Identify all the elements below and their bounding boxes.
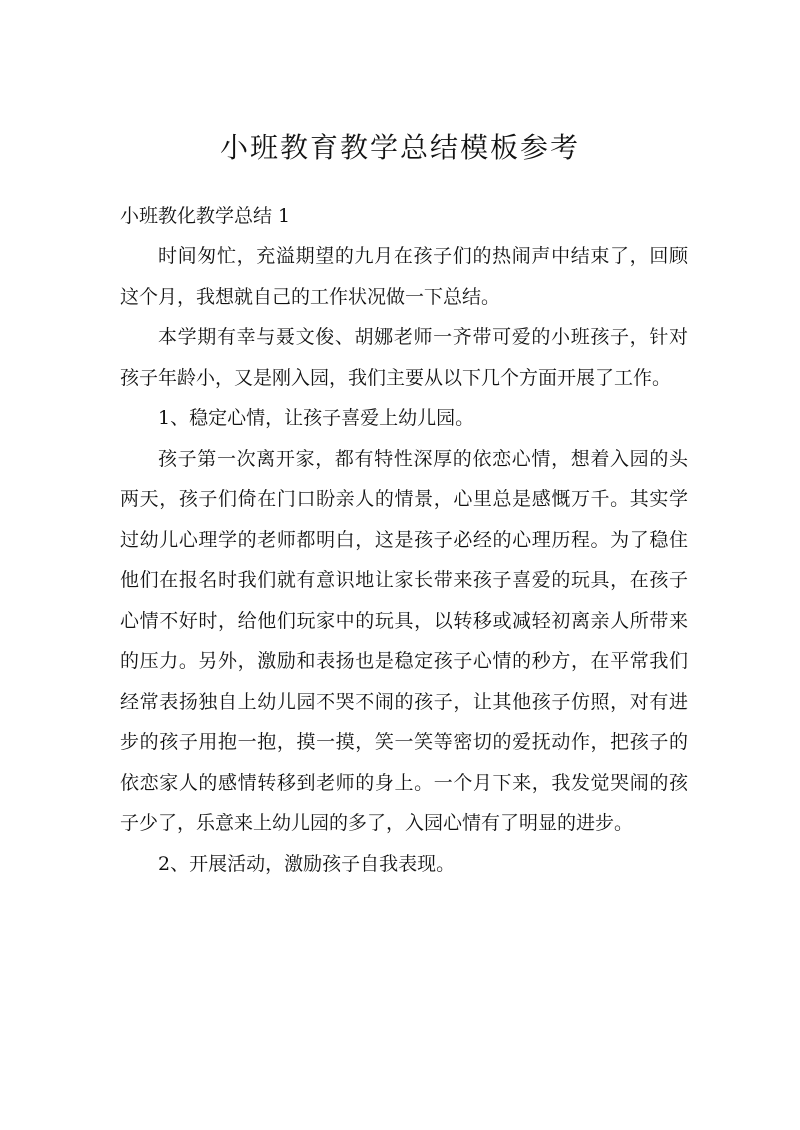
document-body — [120, 196, 688, 884]
paragraph-intro: 时间匆忙，充溢期望的九月在孩子们的热闹声中结束了，回顾这个月，我想就自己的工作状况做一下总结。 — [120, 245, 688, 308]
document-title: 小班教育教学总结模板参考 — [219, 131, 580, 164]
subheading-2: 2、开展活动，激励孩子自我表现。 — [158, 852, 456, 875]
section-heading: 小班教化教学总结 1 — [120, 205, 291, 227]
subheading-1: 1、稳定心情，让孩子喜爱上幼儿园。 — [158, 407, 475, 429]
paragraph-emotion: 孩子第一次离开家，都有特性深厚的依恋心情，想着入园的头两天，孩子们倚在门口盼亲人的情景，心里总是感慨万千。其实学过幼儿心理学的老师都明白，这是孩子必经的心理历程。为了稳住他们在报名时我们就有意识地让家长带来孩子喜爱的玩具，在孩子心情不好时，给他们玩家中的玩具，以转移或减轻初离亲人所带来的压力。另外，激励和表扬也是稳定孩子心情的秒方，在平常我们经常表扬独自上幼儿园不哭不闹的孩子，让其他孩子仿照，对有进步的孩子用抱一抱，摸一摸，笑一笑等密切的爱抚动作，把孩子的依恋家人的感情转移到老师的身上。一个月下来，我发觉哭闹的孩子少了，乐意来上幼儿园的多了，入园心情有了明显的进步。 — [120, 447, 688, 834]
paragraph-overview: 本学期有幸与聂文俊、胡娜老师一齐带可爱的小班孩子，针对孩子年龄小，又是刚入园，我们主要从以下几个方面开展了工作。 — [120, 326, 688, 389]
